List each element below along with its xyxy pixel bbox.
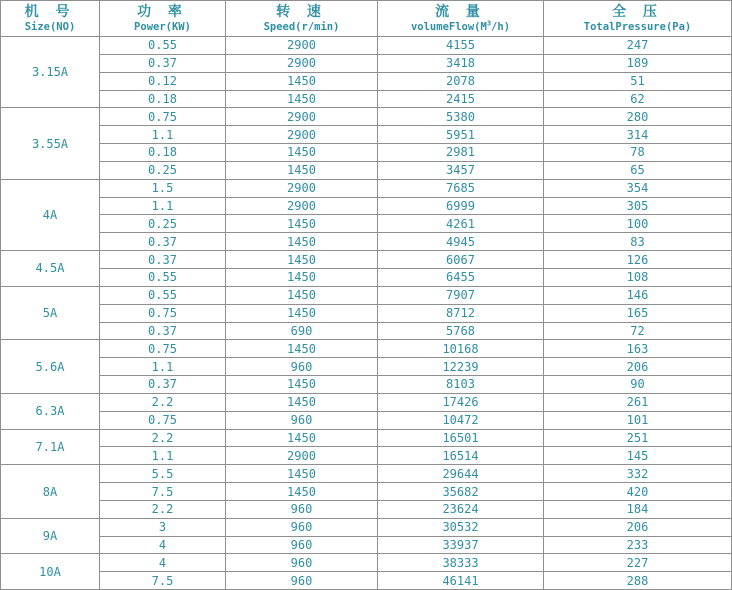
pressure-cell: 280 [544, 108, 732, 126]
flow-cell: 4945 [378, 233, 544, 251]
flow-cell: 38333 [378, 554, 544, 572]
flow-cell: 35682 [378, 483, 544, 501]
table-row [1, 340, 732, 358]
table-row [1, 358, 732, 376]
flow-cell: 12239 [378, 358, 544, 376]
table-row [1, 447, 732, 465]
speed-cell: 960 [226, 518, 378, 536]
pressure-cell: 65 [544, 161, 732, 179]
pressure-cell: 101 [544, 411, 732, 429]
speed-cell: 1450 [226, 340, 378, 358]
table-row [1, 500, 732, 518]
flow-cell: 4155 [378, 37, 544, 55]
power-cell: 1.1 [100, 197, 226, 215]
speed-cell: 960 [226, 500, 378, 518]
table-row [1, 465, 732, 483]
power-cell: 2.2 [100, 429, 226, 447]
speed-cell: 1450 [226, 376, 378, 394]
flow-cell: 16514 [378, 447, 544, 465]
speed-cell: 1450 [226, 483, 378, 501]
speed-cell: 1450 [226, 161, 378, 179]
table-row [1, 429, 732, 447]
power-cell: 0.37 [100, 376, 226, 394]
table-row [1, 144, 732, 162]
size-cell: 3.55A [1, 108, 100, 179]
speed-cell: 960 [226, 572, 378, 590]
flow-cell: 7907 [378, 286, 544, 304]
speed-cell: 2900 [226, 126, 378, 144]
header-flow-en [378, 20, 543, 34]
header-pressure [544, 1, 732, 37]
speed-cell: 2900 [226, 54, 378, 72]
flow-cell: 29644 [378, 465, 544, 483]
pressure-cell: 206 [544, 358, 732, 376]
header-size-cn: 机 号 [24, 3, 76, 20]
table-header [1, 1, 732, 37]
size-cell: 7.1A [1, 429, 100, 465]
power-cell: 4 [100, 554, 226, 572]
pressure-cell: 314 [544, 126, 732, 144]
speed-cell: 960 [226, 536, 378, 554]
table-row [1, 37, 732, 55]
header-size [1, 1, 100, 37]
table-row [1, 233, 732, 251]
table-row [1, 393, 732, 411]
flow-cell: 2078 [378, 72, 544, 90]
table-row [1, 108, 732, 126]
power-cell: 3 [100, 518, 226, 536]
size-cell: 6.3A [1, 393, 100, 429]
speed-cell: 1450 [226, 286, 378, 304]
header-flow-en-before: volumeFlow(M [410, 20, 487, 33]
header-flow-en-sup: 3 [486, 19, 492, 27]
table-row [1, 161, 732, 179]
header-flow-en-after: /h) [491, 20, 511, 33]
power-cell: 0.25 [100, 215, 226, 233]
pressure-cell: 189 [544, 54, 732, 72]
speed-cell: 1450 [226, 268, 378, 286]
size-cell: 8A [1, 465, 100, 519]
table-row [1, 322, 732, 340]
header-row [1, 1, 732, 37]
size-cell: 4.5A [1, 251, 100, 287]
flow-cell: 5768 [378, 322, 544, 340]
flow-cell: 4261 [378, 215, 544, 233]
pressure-cell: 251 [544, 429, 732, 447]
power-cell: 0.55 [100, 268, 226, 286]
power-cell: 4 [100, 536, 226, 554]
speed-cell: 1450 [226, 233, 378, 251]
flow-cell: 10472 [378, 411, 544, 429]
flow-cell: 10168 [378, 340, 544, 358]
flow-cell: 6067 [378, 251, 544, 269]
flow-cell: 8712 [378, 304, 544, 322]
pressure-cell: 233 [544, 536, 732, 554]
size-cell: 9A [1, 518, 100, 554]
speed-cell: 1450 [226, 144, 378, 162]
table-row [1, 90, 732, 108]
speed-cell: 960 [226, 358, 378, 376]
pressure-cell: 420 [544, 483, 732, 501]
table-row [1, 179, 732, 197]
power-cell: 0.75 [100, 304, 226, 322]
size-cell: 4A [1, 179, 100, 250]
flow-cell: 5951 [378, 126, 544, 144]
speed-cell: 2900 [226, 179, 378, 197]
table-row [1, 411, 732, 429]
flow-cell: 7685 [378, 179, 544, 197]
power-cell: 0.25 [100, 161, 226, 179]
speed-cell: 2900 [226, 37, 378, 55]
flow-cell: 8103 [378, 376, 544, 394]
table-body [1, 37, 732, 590]
table-row [1, 572, 732, 590]
table-row [1, 251, 732, 269]
pressure-cell: 51 [544, 72, 732, 90]
pressure-cell: 206 [544, 518, 732, 536]
speed-cell: 1450 [226, 72, 378, 90]
table-row [1, 376, 732, 394]
power-cell: 1.5 [100, 179, 226, 197]
flow-cell: 3418 [378, 54, 544, 72]
flow-cell: 6999 [378, 197, 544, 215]
flow-cell: 46141 [378, 572, 544, 590]
table-row [1, 518, 732, 536]
header-speed [226, 1, 378, 37]
speed-cell: 1450 [226, 90, 378, 108]
header-power-cn: 功 率 [137, 3, 188, 20]
size-cell: 10A [1, 554, 100, 590]
flow-cell: 2981 [378, 144, 544, 162]
table-row [1, 126, 732, 144]
power-cell: 1.1 [100, 358, 226, 376]
table-row [1, 197, 732, 215]
size-cell: 5.6A [1, 340, 100, 394]
pressure-cell: 83 [544, 233, 732, 251]
speed-cell: 2900 [226, 108, 378, 126]
power-cell: 0.55 [100, 286, 226, 304]
power-cell: 2.2 [100, 393, 226, 411]
power-cell: 7.5 [100, 572, 226, 590]
pressure-cell: 354 [544, 179, 732, 197]
power-cell: 0.75 [100, 411, 226, 429]
pressure-cell: 332 [544, 465, 732, 483]
flow-cell: 2415 [378, 90, 544, 108]
power-cell: 0.37 [100, 251, 226, 269]
power-cell: 7.5 [100, 483, 226, 501]
pressure-cell: 227 [544, 554, 732, 572]
pressure-cell: 100 [544, 215, 732, 233]
table-row [1, 54, 732, 72]
power-cell: 0.37 [100, 54, 226, 72]
flow-cell: 33937 [378, 536, 544, 554]
speed-cell: 960 [226, 411, 378, 429]
header-speed-en: Speed(r/min) [263, 20, 340, 33]
pressure-cell: 247 [544, 37, 732, 55]
speed-cell: 690 [226, 322, 378, 340]
pressure-cell: 146 [544, 286, 732, 304]
table-row [1, 215, 732, 233]
speed-cell: 1450 [226, 304, 378, 322]
header-power-en: Power(KW) [134, 20, 191, 33]
pressure-cell: 78 [544, 144, 732, 162]
power-cell: 0.37 [100, 233, 226, 251]
flow-cell: 5380 [378, 108, 544, 126]
speed-cell: 1450 [226, 215, 378, 233]
flow-cell: 17426 [378, 393, 544, 411]
header-pressure-en: TotalPressure(Pa) [583, 20, 692, 33]
pressure-cell: 90 [544, 376, 732, 394]
power-cell: 2.2 [100, 500, 226, 518]
pressure-cell: 62 [544, 90, 732, 108]
pressure-cell: 261 [544, 393, 732, 411]
table-row [1, 72, 732, 90]
pressure-cell: 145 [544, 447, 732, 465]
power-cell: 0.37 [100, 322, 226, 340]
header-size-en: Size(NO) [24, 20, 76, 33]
speed-cell: 1450 [226, 251, 378, 269]
pressure-cell: 288 [544, 572, 732, 590]
table-row [1, 268, 732, 286]
header-speed-cn: 转 速 [276, 3, 327, 20]
table-row [1, 483, 732, 501]
pressure-cell: 165 [544, 304, 732, 322]
header-power [100, 1, 226, 37]
pressure-cell: 126 [544, 251, 732, 269]
power-cell: 0.75 [100, 108, 226, 126]
power-cell: 0.55 [100, 37, 226, 55]
speed-cell: 2900 [226, 197, 378, 215]
header-pressure-cn: 全 压 [612, 3, 663, 20]
pressure-cell: 163 [544, 340, 732, 358]
speed-cell: 960 [226, 554, 378, 572]
flow-cell: 30532 [378, 518, 544, 536]
speed-cell: 2900 [226, 447, 378, 465]
table-row [1, 536, 732, 554]
pressure-cell: 184 [544, 500, 732, 518]
table-row [1, 304, 732, 322]
power-cell: 0.18 [100, 90, 226, 108]
power-cell: 1.1 [100, 126, 226, 144]
flow-cell: 6455 [378, 268, 544, 286]
power-cell: 0.18 [100, 144, 226, 162]
table-row [1, 286, 732, 304]
pressure-cell: 305 [544, 197, 732, 215]
power-cell: 1.1 [100, 447, 226, 465]
size-cell: 5A [1, 286, 100, 340]
power-cell: 0.75 [100, 340, 226, 358]
pressure-cell: 108 [544, 268, 732, 286]
power-cell: 5.5 [100, 465, 226, 483]
power-cell: 0.12 [100, 72, 226, 90]
table-row [1, 554, 732, 572]
speed-cell: 1450 [226, 465, 378, 483]
flow-cell: 16501 [378, 429, 544, 447]
header-flow [378, 1, 544, 37]
speed-cell: 1450 [226, 393, 378, 411]
pressure-cell: 72 [544, 322, 732, 340]
flow-cell: 23624 [378, 500, 544, 518]
flow-cell: 3457 [378, 161, 544, 179]
size-cell: 3.15A [1, 37, 100, 108]
speed-cell: 1450 [226, 429, 378, 447]
header-flow-cn: 流 量 [435, 3, 486, 20]
